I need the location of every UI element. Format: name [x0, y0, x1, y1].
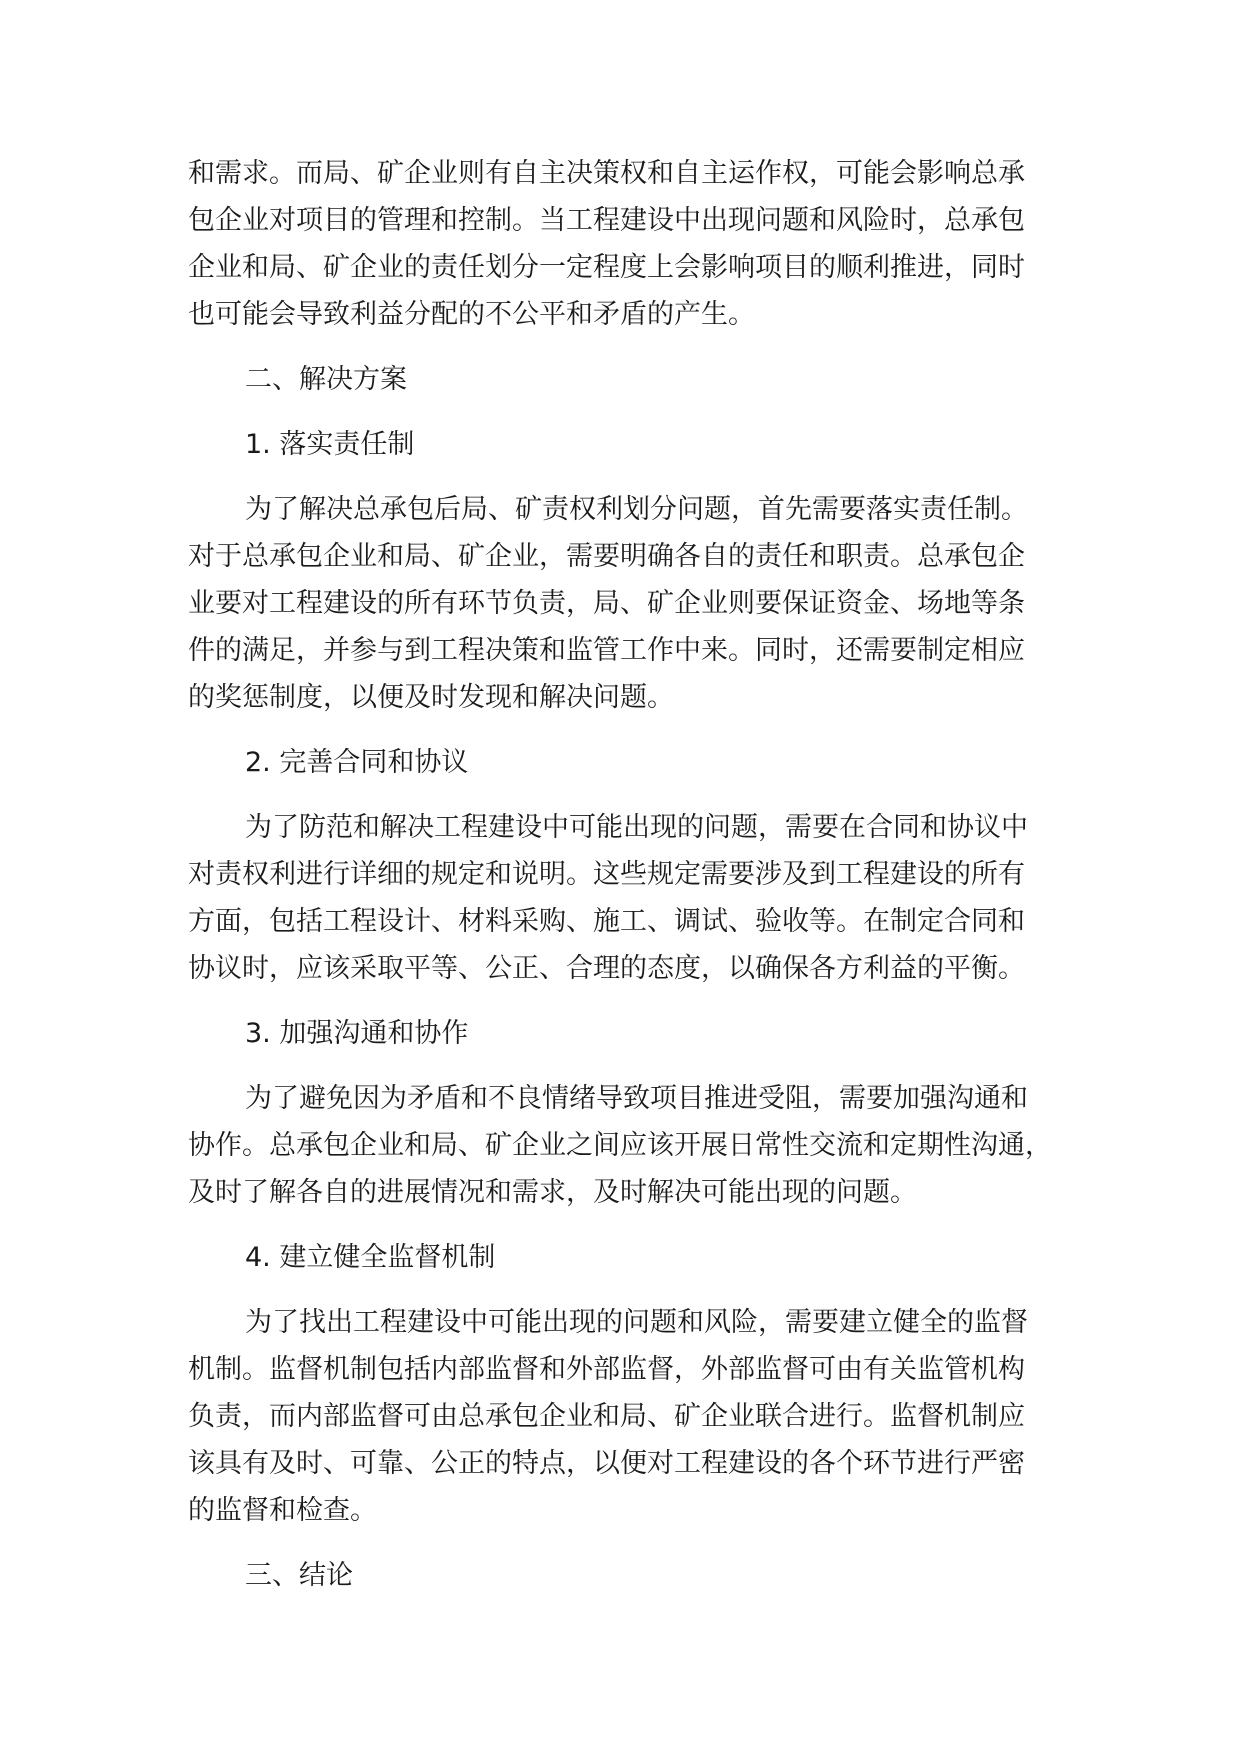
paragraph-line: 也可能会导致利益分配的不公平和矛盾的产生。 — [188, 299, 755, 330]
subsection-heading: 2. 完善合同和协议 — [245, 747, 469, 778]
paragraph-line: 为了找出工程建设中可能出现的问题和风险，需要建立健全的监督 — [245, 1307, 1028, 1338]
subsection-heading: 3. 加强沟通和协作 — [245, 1018, 469, 1049]
paragraph-line: 对于总承包企业和局、矿企业，需要明确各自的责任和职责。总承包企 — [188, 541, 1025, 572]
subsection-heading: 1. 落实责任制 — [245, 429, 415, 460]
paragraph-line: 方面，包括工程设计、材料采购、施工、调试、验收等。在制定合同和 — [188, 906, 1025, 937]
paragraph-line: 业要对工程建设的所有环节负责，局、矿企业则要保证资金、场地等条 — [188, 588, 1025, 619]
subsection-heading: 4. 建立健全监督机制 — [245, 1242, 496, 1273]
paragraph-line: 的监督和检查。 — [188, 1495, 377, 1526]
paragraph-line: 对责权利进行详细的规定和说明。这些规定需要涉及到工程建设的所有 — [188, 859, 1025, 890]
paragraph-line: 为了避免因为矛盾和不良情绪导致项目推进受阻，需要加强沟通和 — [245, 1083, 1028, 1114]
paragraph-line: 协议时，应该采取平等、公正、合理的态度，以确保各方利益的平衡。 — [188, 953, 1025, 984]
paragraph-line: 负责，而内部监督可由总承包企业和局、矿企业联合进行。监督机制应 — [188, 1401, 1025, 1432]
intro-paragraph — [188, 150, 1080, 338]
item-4-paragraph — [188, 1299, 1080, 1534]
paragraph-line: 企业和局、矿企业的责任划分一定程度上会影响项目的顺利推进，同时 — [188, 252, 1025, 283]
paragraph-line: 包企业对项目的管理和控制。当工程建设中出现问题和风险时，总承包 — [188, 205, 1025, 236]
paragraph-line: 为了防范和解决工程建设中可能出现的问题，需要在合同和协议中 — [245, 812, 1028, 843]
paragraph-line: 为了解决总承包后局、矿责权利划分问题，首先需要落实责任制。 — [245, 494, 1028, 525]
section-heading: 三、结论 — [245, 1560, 353, 1591]
item-1-paragraph — [188, 486, 1080, 721]
paragraph-line: 协作。总承包企业和局、矿企业之间应该开展日常性交流和定期性沟通， — [188, 1130, 1052, 1161]
paragraph-line: 机制。监督机制包括内部监督和外部监督，外部监督可由有关监管机构 — [188, 1354, 1025, 1385]
item-3-paragraph — [188, 1075, 1080, 1216]
paragraph-line: 件的满足，并参与到工程决策和监管工作中来。同时，还需要制定相应 — [188, 635, 1025, 666]
paragraph-line: 和需求。而局、矿企业则有自主决策权和自主运作权，可能会影响总承 — [188, 158, 1025, 189]
document-body — [188, 150, 1080, 1599]
item-2-paragraph — [188, 804, 1080, 992]
paragraph-line: 该具有及时、可靠、公正的特点，以便对工程建设的各个环节进行严密 — [188, 1448, 1025, 1479]
paragraph-line: 及时了解各自的进展情况和需求，及时解决可能出现的问题。 — [188, 1177, 917, 1208]
paragraph-line: 的奖惩制度，以便及时发现和解决问题。 — [188, 682, 674, 713]
section-heading: 二、解决方案 — [245, 364, 407, 395]
